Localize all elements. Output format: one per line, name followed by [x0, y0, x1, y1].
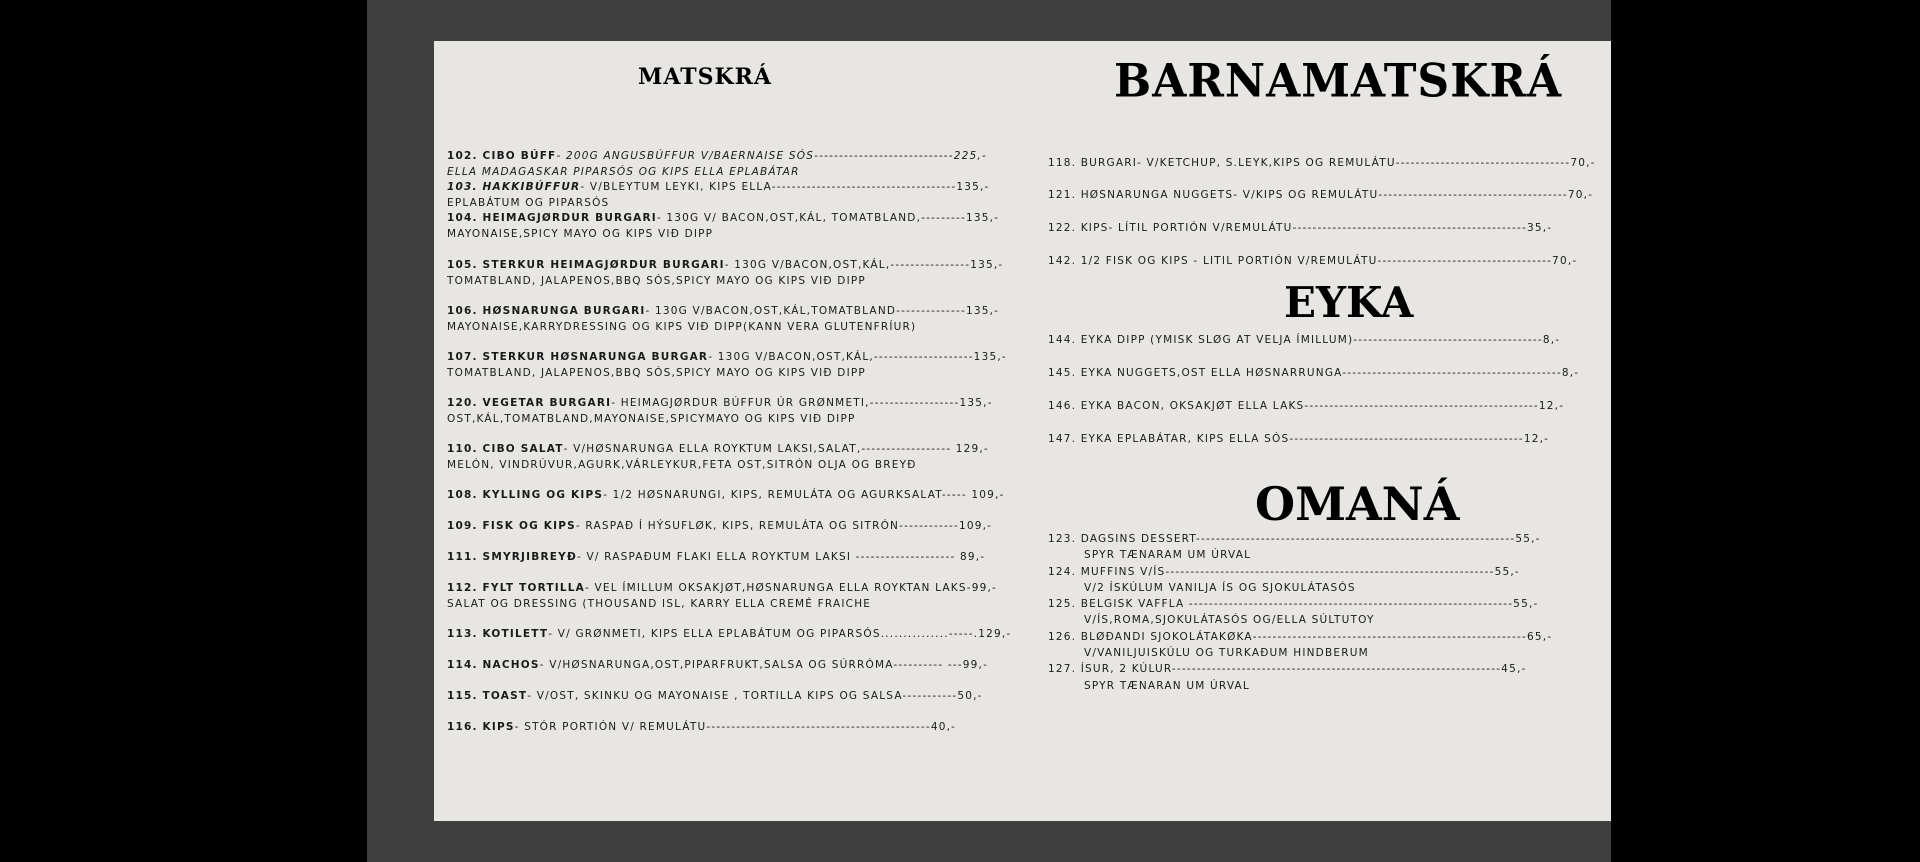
eyka-title: EYKA [1284, 278, 1414, 327]
item-description: SALAT OG DRESSING (THOUSAND ISL, KARRY ELLA CREMÉ FRAICHE [447, 598, 872, 610]
eyka-line: 145. EYKA NUGGETS,OST ELLA HØSNARRUNGA--------------------------------------------8,- [1048, 367, 1580, 379]
item-name: 116. KIPS [447, 721, 515, 733]
eyka-line: 147. EYKA EPLABÁTAR, KIPS ELLA SÓS-----------------------------------------------12,- [1048, 433, 1550, 445]
barnamatskra-line: 121. HØSNARUNGA NUGGETS- V/KIPS OG REMULÁTU--------------------------------------70,- [1048, 189, 1594, 201]
barnamatskra-line: 142. 1/2 FISK OG KIPS - LITIL PORTIÓN V/REMULÁTU-----------------------------------70,- [1048, 255, 1578, 267]
item-name: 120. VEGETAR BURGARI [447, 397, 612, 409]
item-description: - 130G V/BACON,OST,KÁL,--------------------135,- [708, 351, 1007, 363]
menu-line [447, 519, 992, 533]
omana-line: V/VANILJUISKÚLU OG TURKAÐUM HINDBERUM [1084, 647, 1369, 659]
item-description: MELÓN, VINDRÚVUR,AGURK,VÁRLEYKUR,FETA OST,SITRÓN OLJA OG BREYÐ [447, 459, 917, 471]
menu-line [447, 396, 993, 410]
menu-line [447, 720, 956, 734]
eyka-line: 146. EYKA BACON, OKSAKJØT ELLA LAKS-----------------------------------------------12,- [1048, 400, 1565, 412]
item-description: - 130G V/BACON,OST,KÁL,TOMATBLAND--------------135,- [645, 305, 1000, 317]
item-description: - VEL ÍMILLUM OKSAKJØT,HØSNARUNGA ELLA ROYKTAN LAKS-99,- [585, 582, 998, 594]
omana-line: 123. DAGSINS DESSERT----------------------------------------------------------------55,- [1048, 533, 1541, 545]
omana-line: SPYR TÆNARAM UM ÚRVAL [1084, 549, 1252, 561]
item-name: 114. NACHOS [447, 659, 540, 671]
menu-line [447, 258, 1003, 272]
item-description: - HEIMAGJØRDUR BÚFFUR ÚR GRØNMETI,------------------135,- [611, 397, 993, 409]
item-name: 111. SMYRJIBREYÐ [447, 551, 577, 563]
item-description: - V/ RASPAÐUM FLAKI ELLA ROYKTUM LAKSI -------------------- 89,- [576, 551, 986, 563]
item-description: - V/HØSNARUNGA,OST,PIPARFRUKT,SALSA OG SÚRRÓMA---------- ---99,- [539, 659, 989, 671]
item-description: OST,KÁL,TOMATBLAND,MAYONAISE,SPICYMAYO OG KIPS VIÐ DIPP [447, 413, 856, 425]
item-name: 107. STERKUR HØSNARUNGA BURGAR [447, 351, 709, 363]
item-name: 105. STERKUR HEIMAGJØRDUR BURGARI [447, 259, 725, 271]
eyka-line: 144. EYKA DIPP (YMISK SLØG AT VELJA ÍMILLUM)--------------------------------------8,- [1048, 334, 1561, 346]
item-name: 113. KOTILETT [447, 628, 549, 640]
item-description: - V/OST, SKINKU OG MAYONAISE , TORTILLA KIPS OG SALSA-----------50,- [527, 690, 983, 702]
item-name: 106. HØSNARUNGA BURGARI [447, 305, 646, 317]
menu-line [447, 597, 871, 611]
item-description: TOMATBLAND, JALAPENOS,BBQ SÓS,SPICY MAYO OG KIPS VIÐ DIPP [447, 367, 866, 379]
barnamatskra-line: 118. BURGARI- V/KETCHUP, S.LEYK,KIPS OG REMULÁTU-----------------------------------70,- [1048, 157, 1596, 169]
menu-line [447, 149, 987, 163]
menu-line [447, 550, 985, 564]
item-description: - 130G V/BACON,OST,KÁL,----------------135,- [724, 259, 1004, 271]
item-description: MAYONAISE,SPICY MAYO OG KIPS VIÐ DIPP [447, 228, 714, 240]
menu-line [447, 442, 989, 456]
menu-line [447, 196, 609, 210]
barnamatskra-line: 122. KIPS- LÍTIL PORTIÓN V/REMULÁTU-----------------------------------------------35,- [1048, 222, 1553, 234]
menu-line [447, 488, 1005, 502]
menu-line [447, 658, 988, 672]
item-description: - V/BLEYTUM LEYKI, KIPS ELLA-------------------------------------135,- [580, 181, 990, 193]
item-description: EPLABÁTUM OG PIPARSÓS [447, 197, 610, 209]
menu-line [447, 581, 997, 595]
menu-line [447, 350, 1007, 364]
omana-line: 127. ÍSUR, 2 KÚLUR------------------------------------------------------------------45,- [1048, 663, 1527, 675]
menu-line [447, 211, 999, 225]
menu-line [447, 320, 916, 334]
barnamatskra-title: BARNAMATSKRÁ [1114, 54, 1563, 109]
menu-line [447, 689, 983, 703]
item-description: - RASPAÐ Í HÝSUFLØK, KIPS, REMULÁTA OG SITRÓN------------109,- [575, 520, 993, 532]
menu-line [447, 165, 800, 179]
item-description: TOMATBLAND, JALAPENOS,BBQ SÓS,SPICY MAYO OG KIPS VIÐ DIPP [447, 275, 866, 287]
item-description: MAYONAISE,KARRYDRESSING OG KIPS VIÐ DIPP(KANN VERA GLUTENFRÍUR) [447, 321, 917, 333]
omana-line: V/2 ÍSKÚLUM VANILJA ÍS OG SJOKULÁTASÓS [1084, 582, 1356, 594]
omana-line: 126. BLØÐANDI SJOKOLÁTAKØKA-------------------------------------------------------65,- [1048, 631, 1553, 643]
menu-line [447, 627, 1011, 641]
menu-line [447, 274, 866, 288]
item-description: - STÓR PORTIÓN V/ REMULÁTU---------------------------------------------40,- [514, 721, 957, 733]
menu-line [447, 366, 866, 380]
menu-line [447, 412, 856, 426]
item-description: - V/HØSNARUNGA ELLA ROYKTUM LAKSI,SALAT,------------------ 129,- [563, 443, 989, 455]
item-name: 115. TOAST [447, 690, 528, 702]
omana-line: 124. MUFFINS V/ÍS------------------------------------------------------------------55,- [1048, 566, 1520, 578]
item-name: 110. CIBO SALAT [447, 443, 564, 455]
item-name: 108. KYLLING OG KIPS [447, 489, 604, 501]
menu-line [447, 227, 713, 241]
item-name: 109. FISK OG KIPS [447, 520, 576, 532]
omana-title: OMANÁ [1255, 477, 1460, 531]
item-description: ELLA MADAGASKAR PIPARSÓS OG KIPS ELLA EPLABÁTAR [447, 166, 800, 178]
item-description: - 1/2 HØSNARUNGI, KIPS, REMULÁTA OG AGURKSALAT----- 109,- [603, 489, 1005, 501]
item-description: - 130G V/ BACON,OST,KÁL, TOMATBLAND,---------135,- [656, 212, 1000, 224]
item-name: 104. HEIMAGJØRDUR BURGARI [447, 212, 657, 224]
omana-line: SPYR TÆNARAN UM ÚRVAL [1084, 680, 1250, 692]
menu-line [447, 304, 999, 318]
menu-line [447, 180, 990, 194]
menu-line [447, 458, 917, 472]
item-description: - 200G ANGUSBÚFFUR V/BAERNAISE SÓS----------------------------225,- [556, 150, 987, 162]
item-name: 112. FYLT TORTILLA [447, 582, 585, 594]
item-description: - V/ GRØNMETI, KIPS ELLA EPLABÁTUM OG PIPARSÓS...............-----.129,- [548, 628, 1012, 640]
matskra-title: MATSKRÁ [638, 64, 772, 90]
omana-line: 125. BELGISK VAFFLA -----------------------------------------------------------------55,- [1048, 598, 1539, 610]
item-name: 103. HAKKIBÚFFUR [447, 181, 581, 193]
omana-line: V/ÍS,ROMA,SJOKULÁTASÓS OG/ELLA SÚLTUTOY [1084, 614, 1375, 626]
item-name: 102. CIBO BÚFF [447, 150, 557, 162]
